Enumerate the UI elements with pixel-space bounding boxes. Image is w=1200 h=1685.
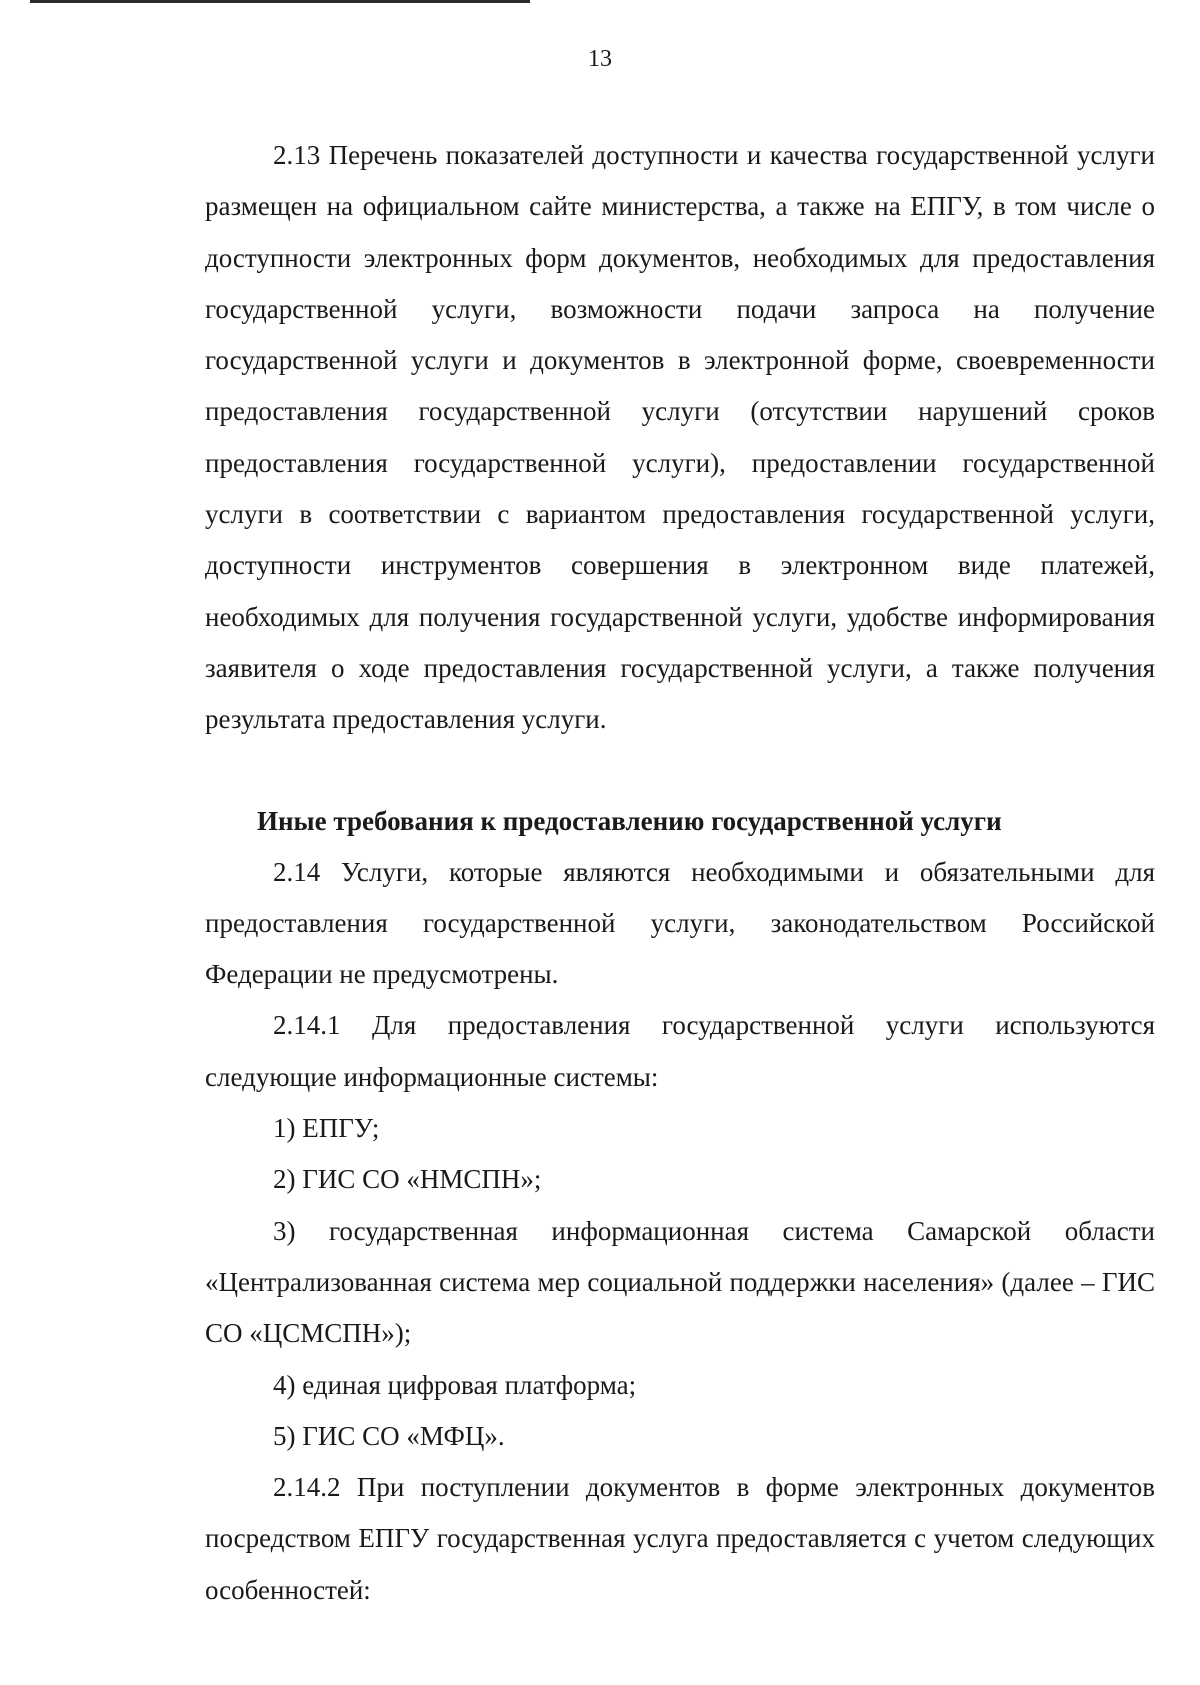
list-item-5: 5) ГИС СО «МФЦ». — [273, 1420, 505, 1451]
list-item-4: 4) единая цифровая платформа; — [273, 1369, 637, 1400]
top-rule — [30, 0, 530, 3]
list-item-3: 3) государственная информационная система Самарской области «Централизованная система мер социальной поддержки населения» (далее – ГИС СО «ЦСМСПН»); — [205, 1215, 1155, 1349]
paragraph-2-14-1: 2.14.1 Для предоставления государственной услуги используются следующие информационные системы: — [205, 1010, 1155, 1092]
paragraph-2-14: 2.14 Услуги, которые являются необходимыми и обязательными для предоставления государственной услуги, законодательством Российской Федерации не предусмотрены. — [205, 856, 1155, 990]
list-item-2: 2) ГИС СО «НМСПН»; — [273, 1164, 542, 1195]
document-body — [205, 130, 1155, 1616]
paragraph-2-14-2: 2.14.2 При поступлении документов в форме электронных документов посредством ЕПГУ государственная услуга предоставляется с учетом следующих особенностей: — [205, 1472, 1155, 1605]
list-item-1: 1) ЕПГУ; — [273, 1113, 380, 1144]
page-number: 13 — [588, 46, 612, 72]
paragraph-2-13: 2.13 Перечень показателей доступности и качества государственной услуги размещен на официальном сайте министерства, а также на ЕПГУ, в том числе о доступности электронных форм документов, необходимых для предоставления государственной услуги, возможности подачи запроса на получение государственной услуги и документов в электронной форме, своевременности предоставления государственной услуги (отсутствии нарушений сроков предоставления государственной услуги), предоставлении государственной услуги в соответствии с вариантом предоставления государственной услуги, доступности инструментов совершения в электронном виде платежей, необходимых для получения государственной услуги, удобстве информирования заявителя о ходе предоставления государственной услуги, а также получения результата предоставления услуги. — [205, 140, 1155, 735]
section-heading: Иные требования к предоставлению государственной услуги — [257, 805, 1002, 836]
